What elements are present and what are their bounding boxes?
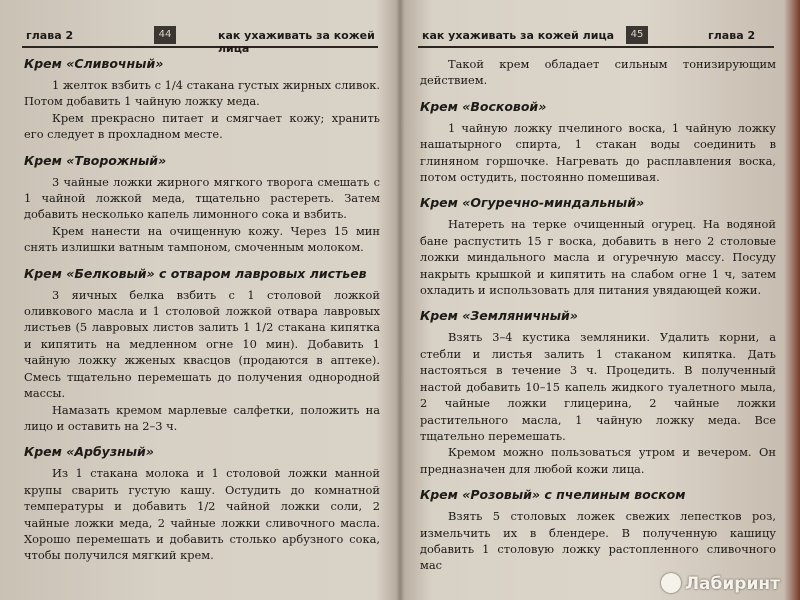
recipe-paragraph: Кремом можно пользоваться утром и вечером. Он предназначен для любой кожи лица. (420, 445, 776, 476)
recipe-paragraph: 1 желток взбить с 1/4 стакана густых жирных сливок. Потом добавить 1 чайную ложку меда. (24, 78, 380, 109)
recipe-paragraph: Взять 3–4 кустика земляники. Удалить корни, а стебли и листья залить 1 стаканом кипятка. Дать настояться в течение 3 ч. Процедить. В полученный настой добавить 10–15 капель жидкого туалетного мыла, 2 чайные ложки глицерина, 2 чайные ложки растительного масла, 1 чайную ложку меда. Все тщательно перемешать. (420, 330, 776, 443)
recipe-title: Крем «Белковый» с отваром лавровых листьев (24, 265, 367, 281)
page-number: 44 (154, 26, 176, 44)
running-title: как ухаживать за кожей лица (218, 29, 375, 55)
recipe-title: Крем «Земляничный» (420, 308, 578, 324)
recipe-paragraph: Крем нанести на очищенную кожу. Через 15 мин снять излишки ватным тампоном, смоченным молоком. (24, 223, 380, 255)
recipe-paragraph: Из 1 стакана молока и 1 столовой ложки манной крупы сварить густую кашу. Остудить до комнатной температуры и добавить 1/2 чайной ложки соли, 2 чайные ложки меда, 2 чайные ложки сливочного масла. Хорошо перемешать и добавить столько арбузного сока, чтобы получился мягкий крем. (24, 466, 380, 563)
recipe-title: Крем «Розовый» с пчелиным воском (420, 487, 686, 503)
chapter-label: глава 2 (26, 29, 74, 42)
recipe-paragraph: Такой крем обладает сильным тонизирующим действием. (420, 57, 776, 88)
recipe-paragraph: Взять 5 столовых ложек свежих лепестков роз, измельчить их в блендере. В полученную кашицу добавить 1 столовую ложку растопленного сливочного мас (420, 509, 776, 573)
recipe-title: Крем «Сливочный» (24, 56, 164, 71)
recipe-paragraph: Намазать кремом марлевые салфетки, положить на лицо и оставить на 2–3 ч. (24, 402, 380, 433)
watermark-text: Лабиринт (684, 574, 780, 594)
page-body (420, 56, 776, 574)
right-page (410, 0, 782, 600)
recipe-title: Крем «Арбузный» (24, 444, 154, 460)
running-header (418, 28, 774, 48)
recipe-paragraph: 3 яичных белка взбить с 1 столовой ложкой оливкового масла и 1 столовой ложкой отвара лавровых листьев (5 лавровых листов залить 1 1/2 стакана кипятка и кипятить на медленном огне 10 мин). Добавить 1 чайную ложку жженых квасцов (продаются в аптеке). Смесь тщательно перемешать до получения однородной массы. (24, 287, 380, 401)
recipe-title: Крем «Творожный» (24, 152, 167, 168)
page-number: 45 (626, 26, 648, 44)
labirint-logo-icon (661, 573, 681, 593)
chapter-label: глава 2 (708, 29, 756, 42)
page-body (24, 56, 380, 564)
running-header (22, 28, 378, 55)
recipe-paragraph: 3 чайные ложки жирного мягкого творога смешать с 1 чайной ложкой меда, тщательно растереть. Затем добавить несколько капель лимонного сока и взбить. (24, 174, 380, 222)
recipe-paragraph: Натереть на терке очищенный огурец. На водяной бане распустить 15 г воска, добавить в него 2 столовые ложки миндального масла и огуречную массу. Посуду накрыть крышкой и кипятить на слабом огне 1 ч, затем охладить и использовать для питания увядающей кожи. (420, 217, 776, 298)
recipe-paragraph: 1 чайную ложку пчелиного воска, 1 чайную ложку нашатырного спирта, 1 стакан воды соединить в глиняном горшочке. Нагревать до расплавления воска, потом остудить, постоянно помешивая. (420, 120, 776, 185)
labirint-watermark (661, 573, 780, 594)
recipe-title: Крем «Огуречно-миндальный» (420, 195, 645, 211)
running-title: как ухаживать за кожей лица (422, 29, 615, 42)
recipe-title: Крем «Восковой» (420, 98, 547, 114)
left-page (14, 0, 386, 600)
recipe-paragraph: Крем прекрасно питает и смягчает кожу; хранить его следует в прохладном месте. (24, 110, 380, 142)
